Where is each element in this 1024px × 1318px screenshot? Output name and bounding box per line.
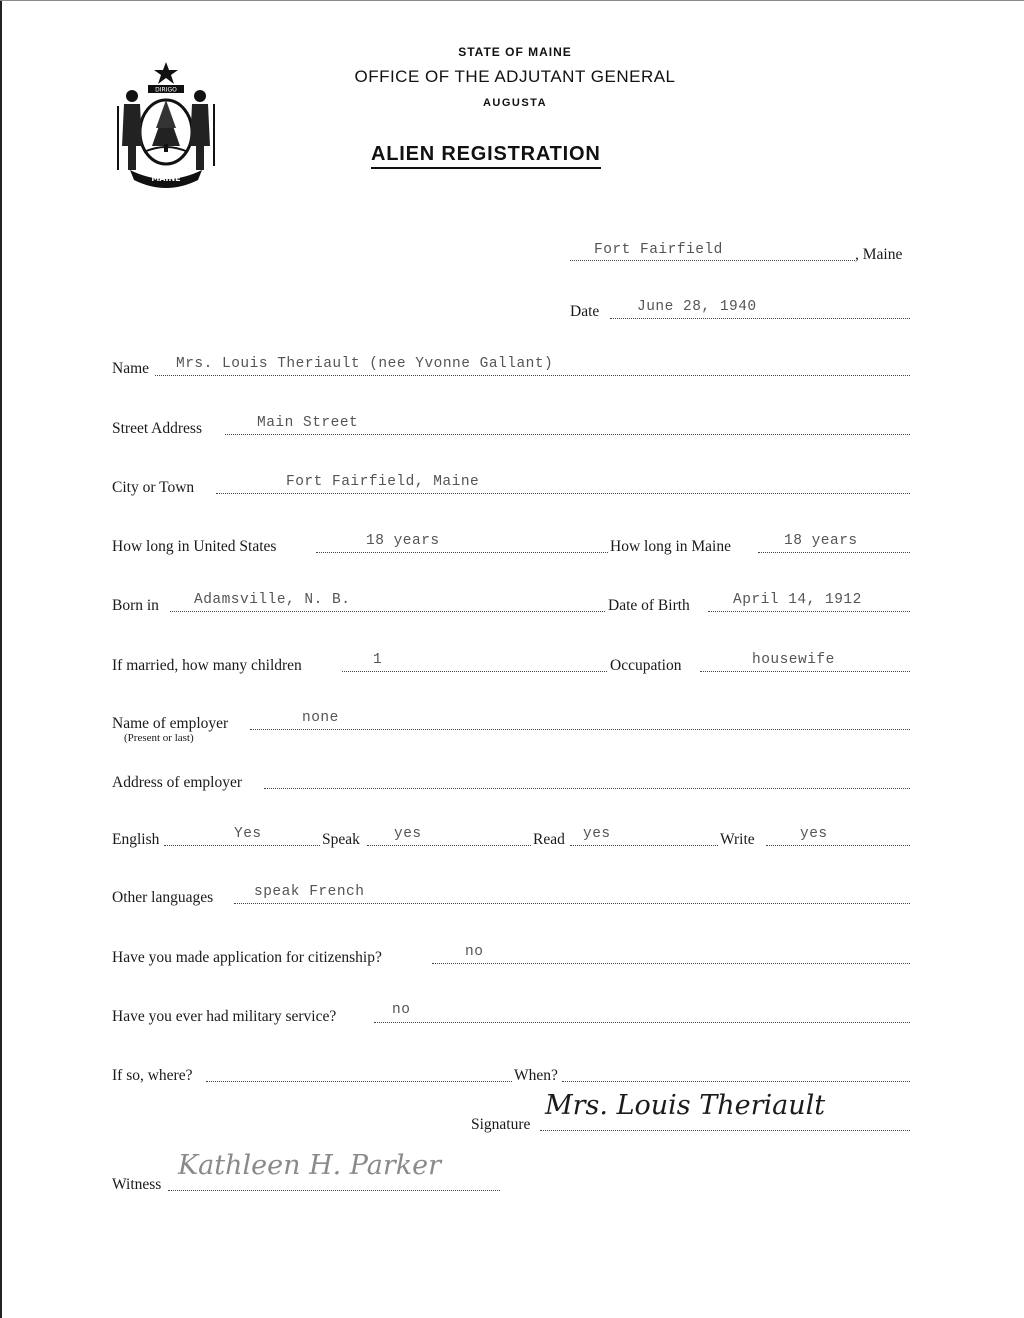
city-dots [216, 493, 910, 494]
state-seal-emblem [112, 58, 220, 188]
witness-handwriting: Kathleen H. Parker [178, 1150, 441, 1181]
born-dots [170, 611, 605, 612]
maine-duration-dots [758, 552, 910, 553]
children-dots [342, 671, 607, 672]
write-dots [766, 845, 910, 846]
english-value: Yes [234, 826, 262, 842]
read-label: Read [533, 831, 565, 848]
employer-sublabel: (Present or last) [124, 732, 194, 744]
form-title: ALIEN REGISTRATION [371, 143, 601, 169]
when-label: When? [514, 1067, 558, 1084]
english-dots [164, 845, 320, 846]
employer-address-dots [264, 788, 910, 789]
street-dots [225, 434, 910, 435]
signature-label: Signature [471, 1116, 531, 1133]
witness-dots [168, 1190, 500, 1191]
other-languages-dots [234, 903, 910, 904]
date-dots [610, 318, 910, 319]
scan-edge [0, 0, 2, 1318]
maine-duration-value: 18 years [784, 533, 858, 549]
street-value: Main Street [257, 415, 359, 431]
employer-value: none [302, 710, 339, 726]
date-value: June 28, 1940 [637, 299, 757, 315]
occupation-label: Occupation [610, 657, 682, 674]
read-dots [570, 845, 718, 846]
where-dots [206, 1081, 512, 1082]
place-dots [570, 260, 855, 261]
dob-label: Date of Birth [608, 597, 690, 614]
name-dots [155, 375, 910, 376]
write-value: yes [800, 826, 828, 842]
name-label: Name [112, 360, 150, 377]
write-label: Write [720, 831, 755, 848]
header-office: OFFICE OF THE ADJUTANT GENERAL [354, 67, 676, 86]
citizenship-dots [432, 963, 910, 964]
speak-dots [367, 845, 531, 846]
date-label: Date [570, 303, 600, 320]
occupation-value: housewife [752, 652, 835, 668]
where-label: If so, where? [112, 1067, 193, 1084]
us-duration-dots [316, 552, 608, 553]
children-label: If married, how many children [112, 657, 302, 674]
signature-dots [540, 1130, 910, 1131]
name-value: Mrs. Louis Theriault (nee Yvonne Gallant) [176, 356, 554, 372]
scan-edge-top [0, 0, 1024, 1]
place-value: Fort Fairfield [594, 242, 723, 258]
read-value: yes [583, 826, 611, 842]
employer-address-label: Address of employer [112, 774, 242, 791]
occupation-dots [700, 671, 910, 672]
us-duration-label: How long in United States [112, 538, 277, 555]
place-suffix: , Maine [855, 246, 903, 263]
signature-handwriting: Mrs. Louis Theriault [545, 1090, 826, 1121]
dob-value: April 14, 1912 [733, 592, 862, 608]
when-dots [562, 1081, 910, 1082]
citizenship-label: Have you made application for citizenship? [112, 949, 382, 966]
english-label: English [112, 831, 160, 848]
svg-text:MAINE: MAINE [151, 174, 181, 183]
citizenship-value: no [465, 944, 484, 960]
children-value: 1 [373, 652, 383, 668]
speak-value: yes [394, 826, 422, 842]
svg-text:DIRIGO: DIRIGO [155, 86, 177, 94]
employer-label: Name of employer [112, 715, 229, 732]
header-city: AUGUSTA [482, 97, 548, 109]
military-value: no [392, 1002, 411, 1018]
city-label: City or Town [112, 479, 195, 496]
military-dots [374, 1022, 910, 1023]
witness-label: Witness [112, 1176, 162, 1193]
employer-dots [250, 729, 910, 730]
other-languages-label: Other languages [112, 889, 214, 906]
military-label: Have you ever had military service? [112, 1008, 337, 1025]
born-value: Adamsville, N. B. [194, 592, 351, 608]
other-languages-value: speak French [254, 884, 365, 900]
maine-duration-label: How long in Maine [610, 538, 731, 555]
header-state: STATE OF MAINE [458, 45, 572, 59]
us-duration-value: 18 years [366, 533, 440, 549]
speak-label: Speak [322, 831, 360, 848]
street-label: Street Address [112, 420, 202, 437]
dob-dots [708, 611, 910, 612]
born-label: Born in [112, 597, 159, 614]
city-value: Fort Fairfield, Maine [286, 474, 480, 490]
